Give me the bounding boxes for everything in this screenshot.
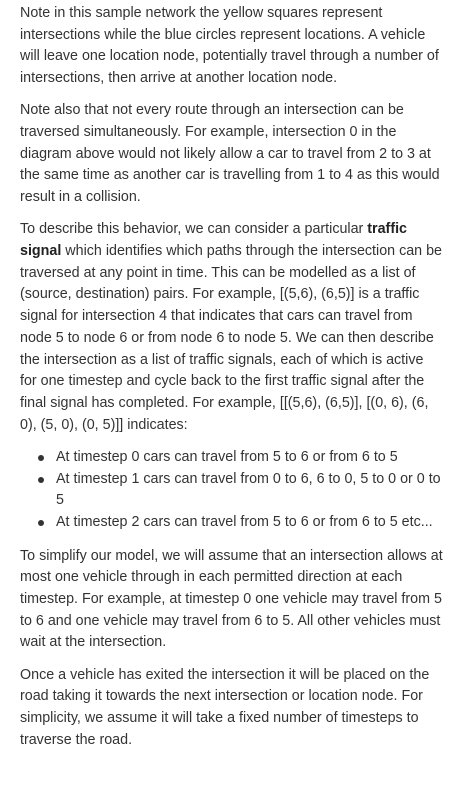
- paragraph-intersection-capacity: To simplify our model, we will assume that an intersection allows at most one vehicle through in each permitted direction at each timestep. For example, at timestep 0 one vehicle may travel from 5 to 6 and one vehicle may travel from 6 to 5. All other vehicles must wait at the intersection.: [20, 547, 443, 651]
- paragraph-network-description: Note in this sample network the yellow squares represent intersections while the blue circles represent locations. A vehicle will leave one location node, potentially travel through a number of intersections, then arrive at another location node.: [20, 5, 439, 87]
- paragraph-route-collision: Note also that not every route through an intersection can be traversed simultaneously. For example, intersection 0 in the diagram above would not likely allow a car to travel from 2 to 3 at the same time as another car is travelling from 1 to 4 as this would result in a collision.: [20, 102, 440, 206]
- traffic-signal-term: traffic signal: [20, 221, 408, 260]
- list-item: [56, 512, 444, 534]
- list-item-text: At timestep 0 cars can travel from 5 to 6 or from 6 to 5: [56, 448, 398, 465]
- bullet-icon: [38, 477, 44, 483]
- paragraph-traffic-signal-lead: To describe this behavior, we can consider a particular: [20, 221, 368, 238]
- bullet-icon: [38, 455, 44, 461]
- bullet-icon: [38, 520, 44, 526]
- timestep-list: [20, 447, 444, 534]
- paragraph-traffic-signal-rest: which identifies which paths through the intersection can be traversed at any point in time. This can be modelled as a list of (source, destination) pairs. For example, [(5,6), (6,5)] is a traffic signal for intersection 4 that indicates that cars can travel from node 5 to node 6 or from node 6 to node 5. We can then describe the intersection as a list of traffic signals, each of which is active for one timestep and cycle back to the first traffic signal after the final signal has completed. For example, [[(5,6), (6,5)], [(0, 6), (6, 0), (5, 0), (0, 5)]] indicates:: [20, 243, 443, 433]
- list-item: [56, 469, 444, 512]
- paragraph-traffic-signal: [20, 219, 444, 436]
- list-item-text: At timestep 1 cars can travel from 0 to 6, 6 to 0, 5 to 0 or 0 to 5: [56, 470, 441, 509]
- list-item: [56, 447, 444, 469]
- paragraph-road-traversal: Once a vehicle has exited the intersection it will be placed on the road taking it towards the next intersection or location node. For simplicity, we assume it will take a fixed number of timesteps to traverse the road.: [20, 666, 430, 748]
- list-item-text: At timestep 2 cars can travel from 5 to 6 or from 6 to 5 etc...: [56, 513, 433, 530]
- document-body: [20, 3, 444, 762]
